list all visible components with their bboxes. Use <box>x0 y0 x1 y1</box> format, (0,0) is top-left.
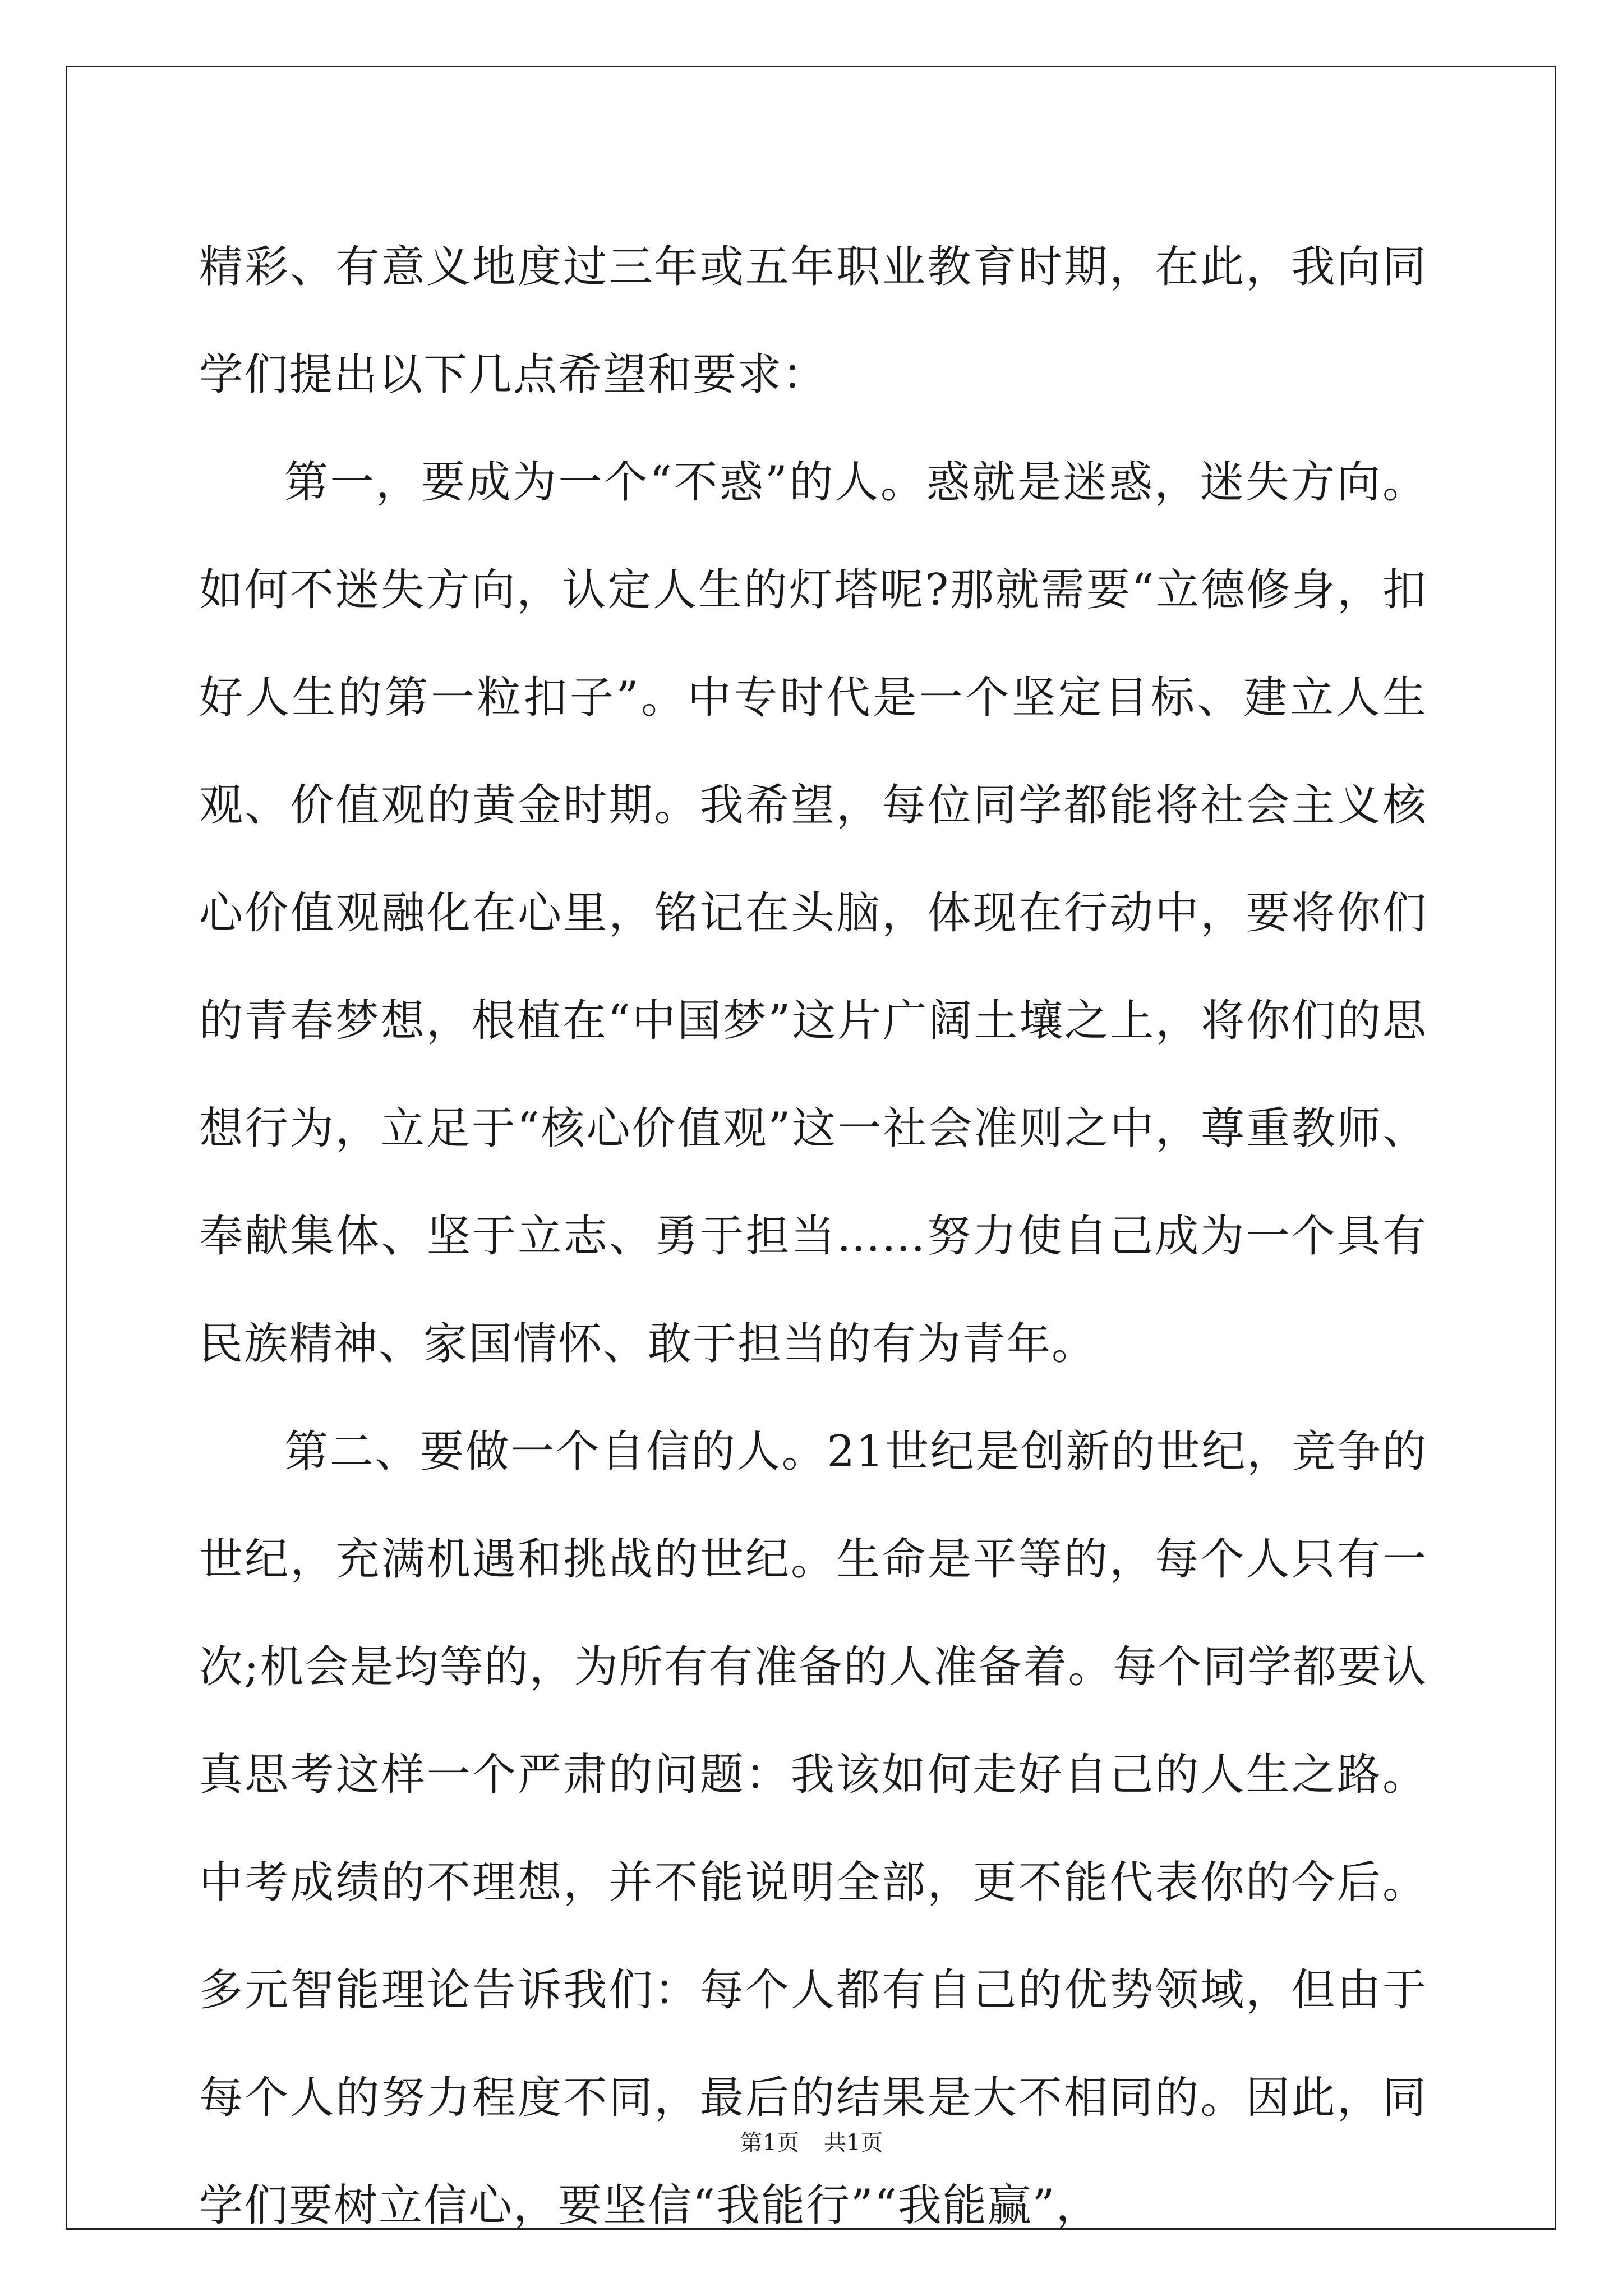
paragraph-first-point: 第一，要成为一个“不惑”的人。惑就是迷惑，迷失方向。如何不迷失方向，认定人生的灯塔呢?那就需要“立德修身，扣好人生的第一粒扣子”。中专时代是一个坚定目标、建立人生观、价值观的黄金时期。我希望，每位同学都能将社会主义核心价值观融化在心里，铭记在头脑，体现在行动中，要将你们的青春梦想，根植在“中国梦”这片广阔土壤之上，将你们的思想行为，立足于“核心价值观”这一社会准则之中，尊重教师、奉献集体、坚于立志、勇于担当……努力使自己成为一个具有民族精神、家国情怀、敢于担当的有为青年。 <box>199 457 1427 1369</box>
page-total: 共1页 <box>824 2130 883 2156</box>
paragraph-intro: 精彩、有意义地度过三年或五年职业教育时期，在此，我向同学们提出以下几点希望和要求： <box>199 242 1427 400</box>
page-number: 第1页 <box>740 2130 799 2156</box>
page-footer <box>0 2126 1623 2160</box>
paragraph-second-point: 第二、要做一个自信的人。21世纪是创新的世纪，竞争的世纪，充满机遇和挑战的世纪。生命是平等的，每个人只有一次;机会是均等的，为所有有准备的人准备着。每个同学都要认真思考这样一个严肃的问题：我该如何走好自己的人生之路。中考成绩的不理想，并不能说明全部，更不能代表你的今后。多元智能理论告诉我们：每个人都有自己的优势领域，但由于每个人的努力程度不同，最后的结果是大不相同的。因此，同学们要树立信心，要坚信“我能行”“我能赢”， <box>199 1427 1427 2231</box>
document-body <box>199 213 1427 2260</box>
